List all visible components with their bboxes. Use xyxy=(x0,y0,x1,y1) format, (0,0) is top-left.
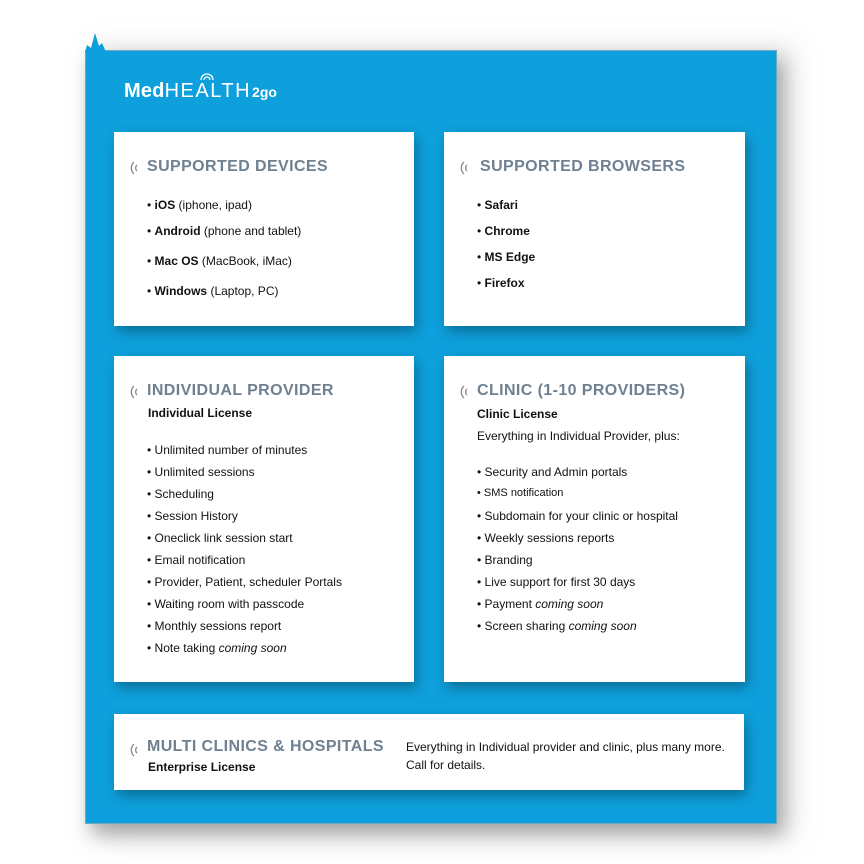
list-item: • iOS (iphone, ipad) xyxy=(147,198,252,212)
logo-med: Med xyxy=(124,80,165,102)
list-item: • Chrome xyxy=(477,224,530,238)
list-item: • Screen sharing coming soon xyxy=(477,619,637,633)
list-item: • Waiting room with passcode xyxy=(147,597,305,611)
logo-health xyxy=(165,80,251,103)
list-item: • Session History xyxy=(147,509,238,523)
list-item: • Email notification xyxy=(147,553,246,567)
enterprise-card xyxy=(114,714,744,790)
list-item: • Security and Admin portals xyxy=(477,465,628,479)
list-item: • Weekly sessions reports xyxy=(477,531,615,545)
supported-browsers-card xyxy=(444,132,745,326)
individual-license-label: Individual License xyxy=(148,406,253,420)
logo-signal-icon xyxy=(198,71,216,81)
individual-provider-card xyxy=(114,356,414,682)
list-item: • Android (phone and tablet) xyxy=(147,224,302,238)
list-item: • Subdomain for your clinic or hospital xyxy=(477,509,678,523)
list-item: • Unlimited number of minutes xyxy=(147,443,308,457)
enterprise-title: MULTI CLINICS & HOSPITALS xyxy=(147,738,384,755)
signal-waves-icon xyxy=(457,161,469,175)
list-item: • Scheduling xyxy=(147,487,214,501)
logo-health-text: HEALTH xyxy=(164,80,252,102)
signal-waves-icon xyxy=(127,161,139,175)
signal-waves-icon xyxy=(457,385,469,399)
list-item: • Provider, Patient, scheduler Portals xyxy=(147,575,342,589)
clinic-title: CLINIC (1-10 PROVIDERS) xyxy=(477,382,686,399)
browsers-title: SUPPORTED BROWSERS xyxy=(480,158,686,175)
list-item: • Firefox xyxy=(477,276,525,290)
supported-devices-card xyxy=(114,132,414,326)
panel-corner-spike xyxy=(85,33,109,52)
list-item: • Safari xyxy=(477,198,518,212)
list-item: • Oneclick link session start xyxy=(147,531,293,545)
clinic-license-label: Clinic License xyxy=(477,407,558,421)
list-item: • MS Edge xyxy=(477,250,536,264)
logo-2go: 2go xyxy=(252,84,277,100)
clinic-intro: Everything in Individual Provider, plus: xyxy=(477,429,680,443)
list-item: • Live support for first 30 days xyxy=(477,575,636,589)
list-item: • Monthly sessions report xyxy=(147,619,282,633)
list-item: • Windows (Laptop, PC) xyxy=(147,284,279,298)
devices-title: SUPPORTED DEVICES xyxy=(147,158,329,175)
list-item: • Unlimited sessions xyxy=(147,465,255,479)
individual-title: INDIVIDUAL PROVIDER xyxy=(147,382,334,399)
enterprise-license-label: Enterprise License xyxy=(148,760,256,774)
list-item: • Mac OS (MacBook, iMac) xyxy=(147,254,292,268)
list-item: • Branding xyxy=(477,553,533,567)
list-item: • Note taking coming soon xyxy=(147,641,287,655)
list-item: • SMS notification xyxy=(477,487,564,499)
signal-waves-icon xyxy=(127,743,139,757)
list-item: • Payment coming soon xyxy=(477,597,604,611)
clinic-card xyxy=(444,356,745,682)
enterprise-description: Everything in Individual provider and clinic, plus many more. Call for details. xyxy=(406,740,725,772)
medhealth2go-logo xyxy=(124,80,277,110)
signal-waves-icon xyxy=(127,385,139,399)
